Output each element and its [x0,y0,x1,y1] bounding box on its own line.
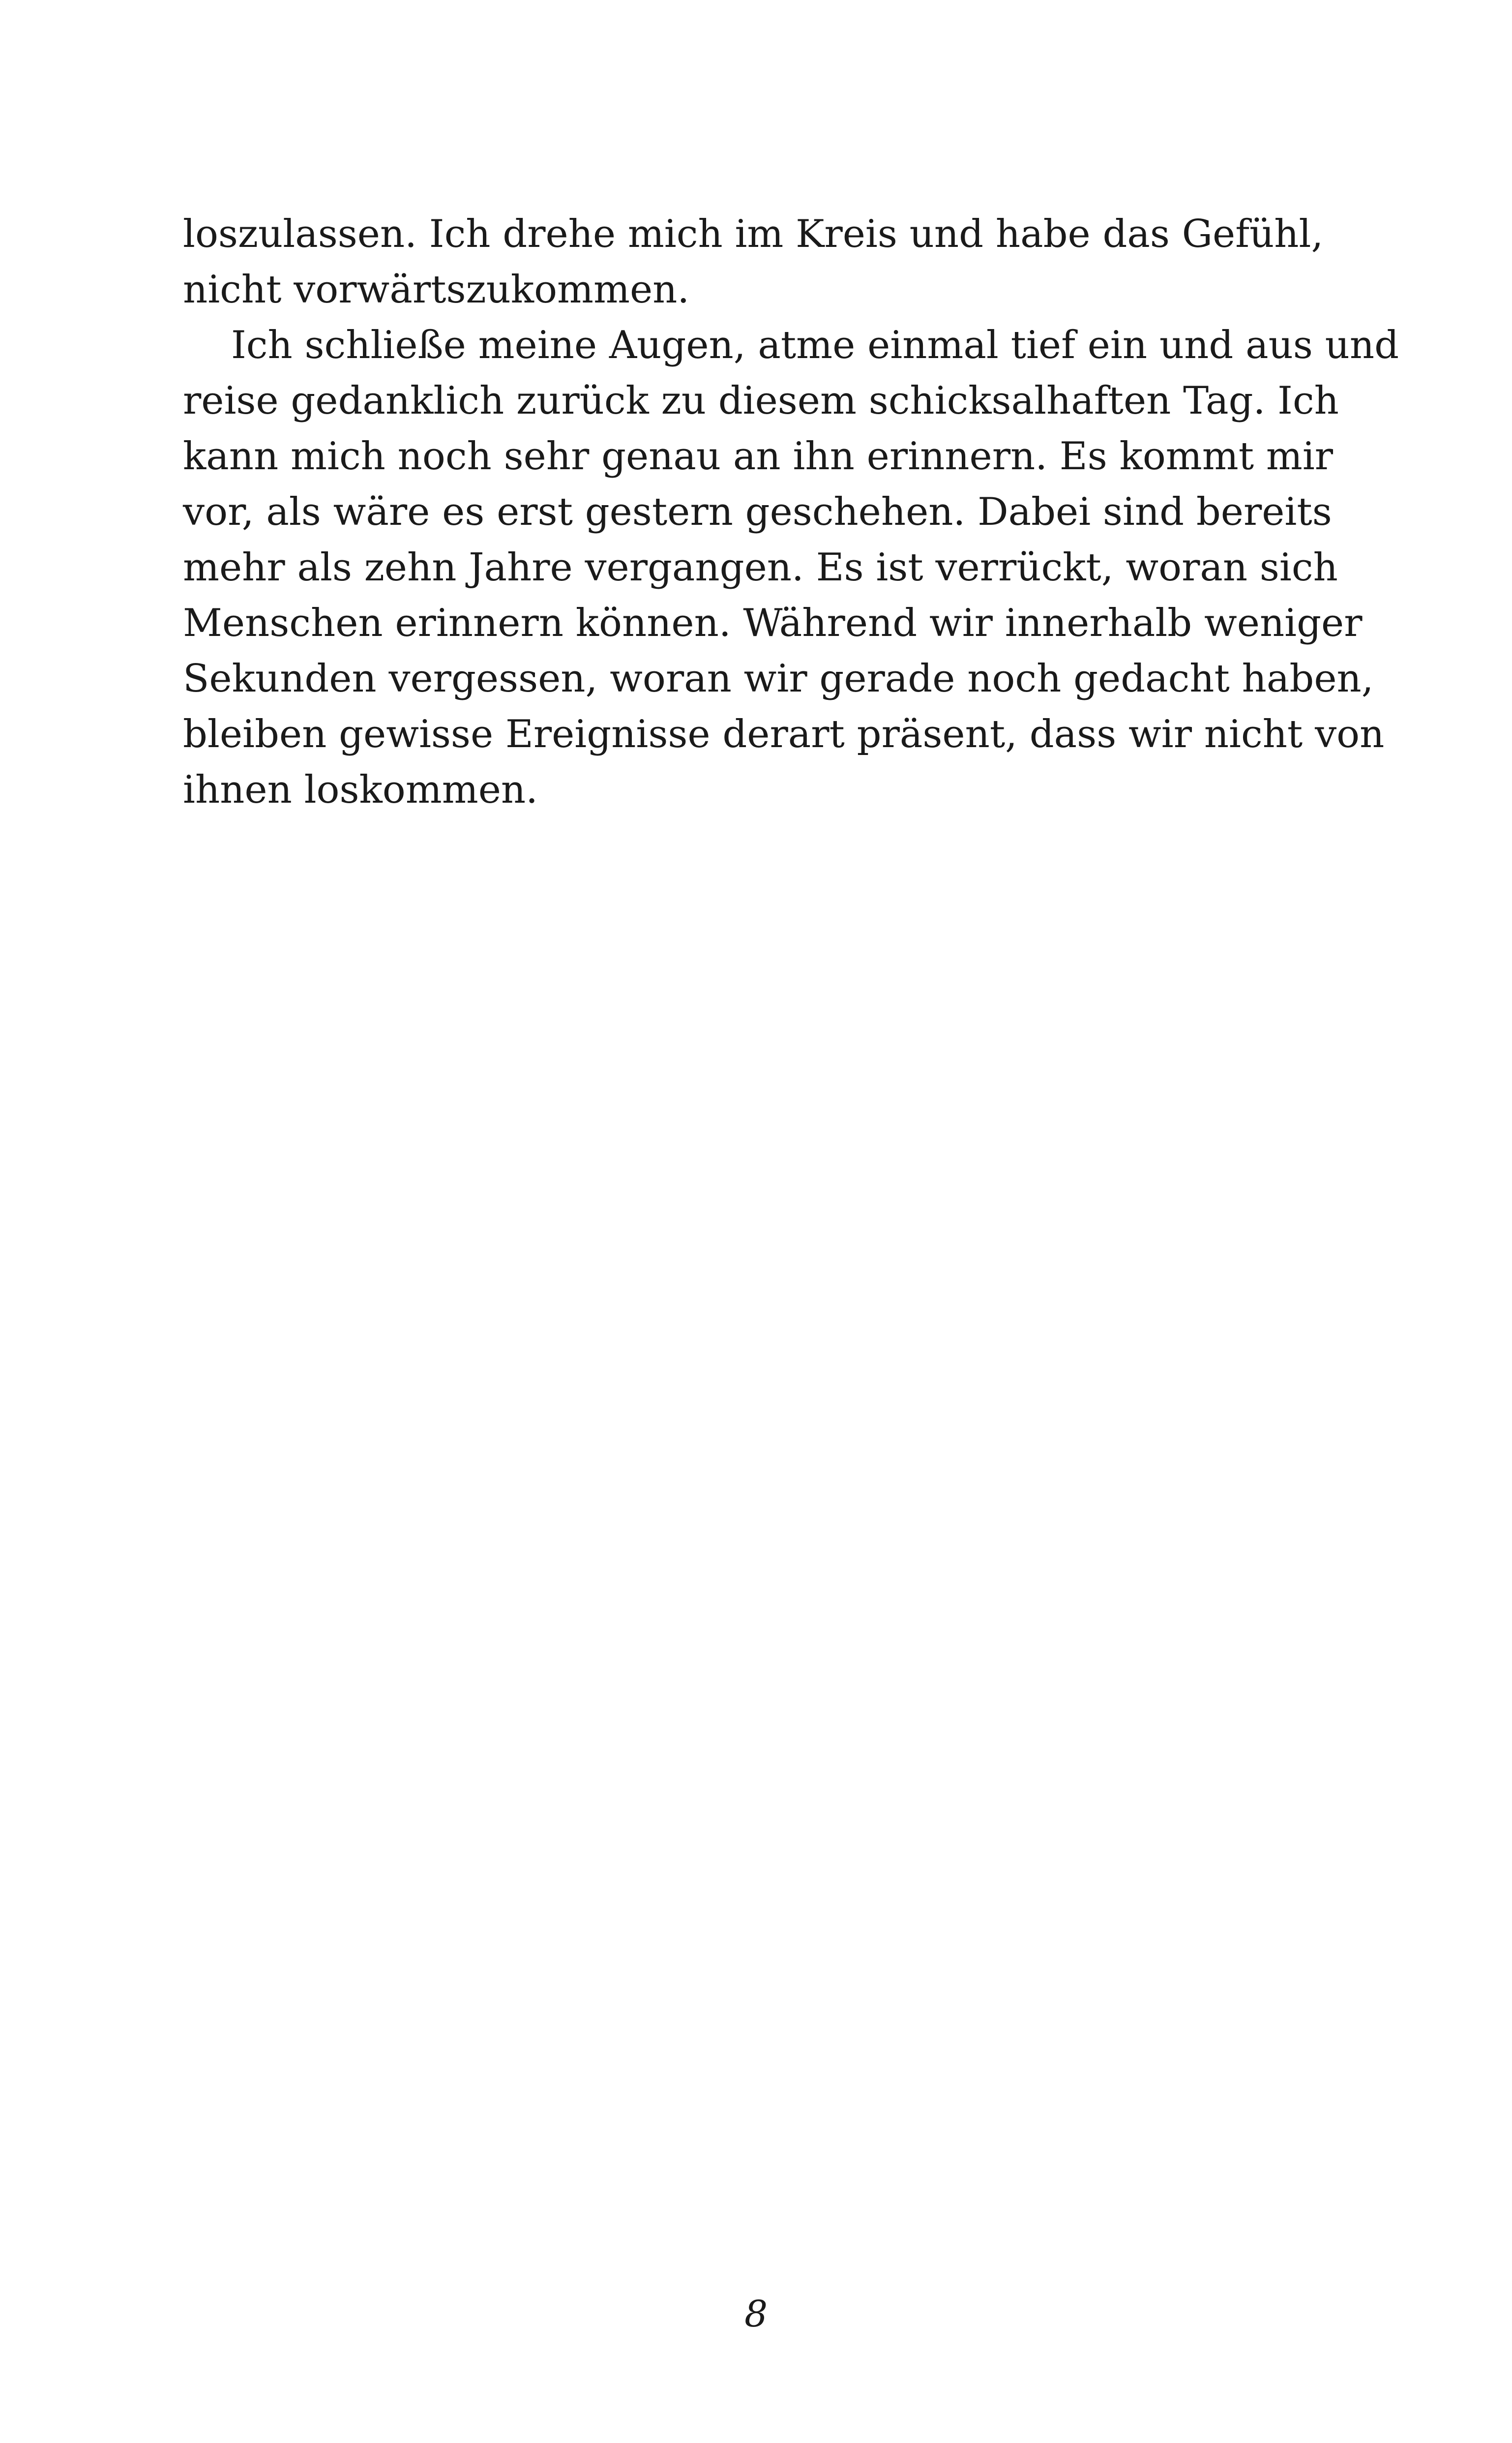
text-line: reise gedanklich zurück zu diesem schicksalhaften Tag. Ich [183,379,1339,423]
body-text [183,207,1399,818]
text-line: kann mich noch sehr genau an ihn erinnern. Es kommt mir [183,434,1334,479]
text-line: Sekunden vergessen, woran wir gerade noch gedacht haben, [183,657,1374,701]
page-number: 8 [744,2293,768,2335]
text-line: loszulassen. Ich drehe mich im Kreis und habe das Gefühl, [183,212,1324,256]
text-line: mehr als zehn Jahre vergangen. Es ist verrückt, woran sich [183,545,1338,590]
text-line: Menschen erinnern können. Während wir innerhalb weniger [183,601,1363,645]
text-line: bleiben gewisse Ereignisse derart präsent, dass wir nicht von [183,712,1385,756]
text-line: Ich schließe meine Augen, atme einmal tief ein und aus und [231,323,1399,367]
text-line: nicht vorwärtszukommen. [183,268,690,312]
text-line: ihnen loskommen. [183,768,538,812]
text-line: vor, als wäre es erst gestern geschehen. Dabei sind bereits [183,490,1332,534]
